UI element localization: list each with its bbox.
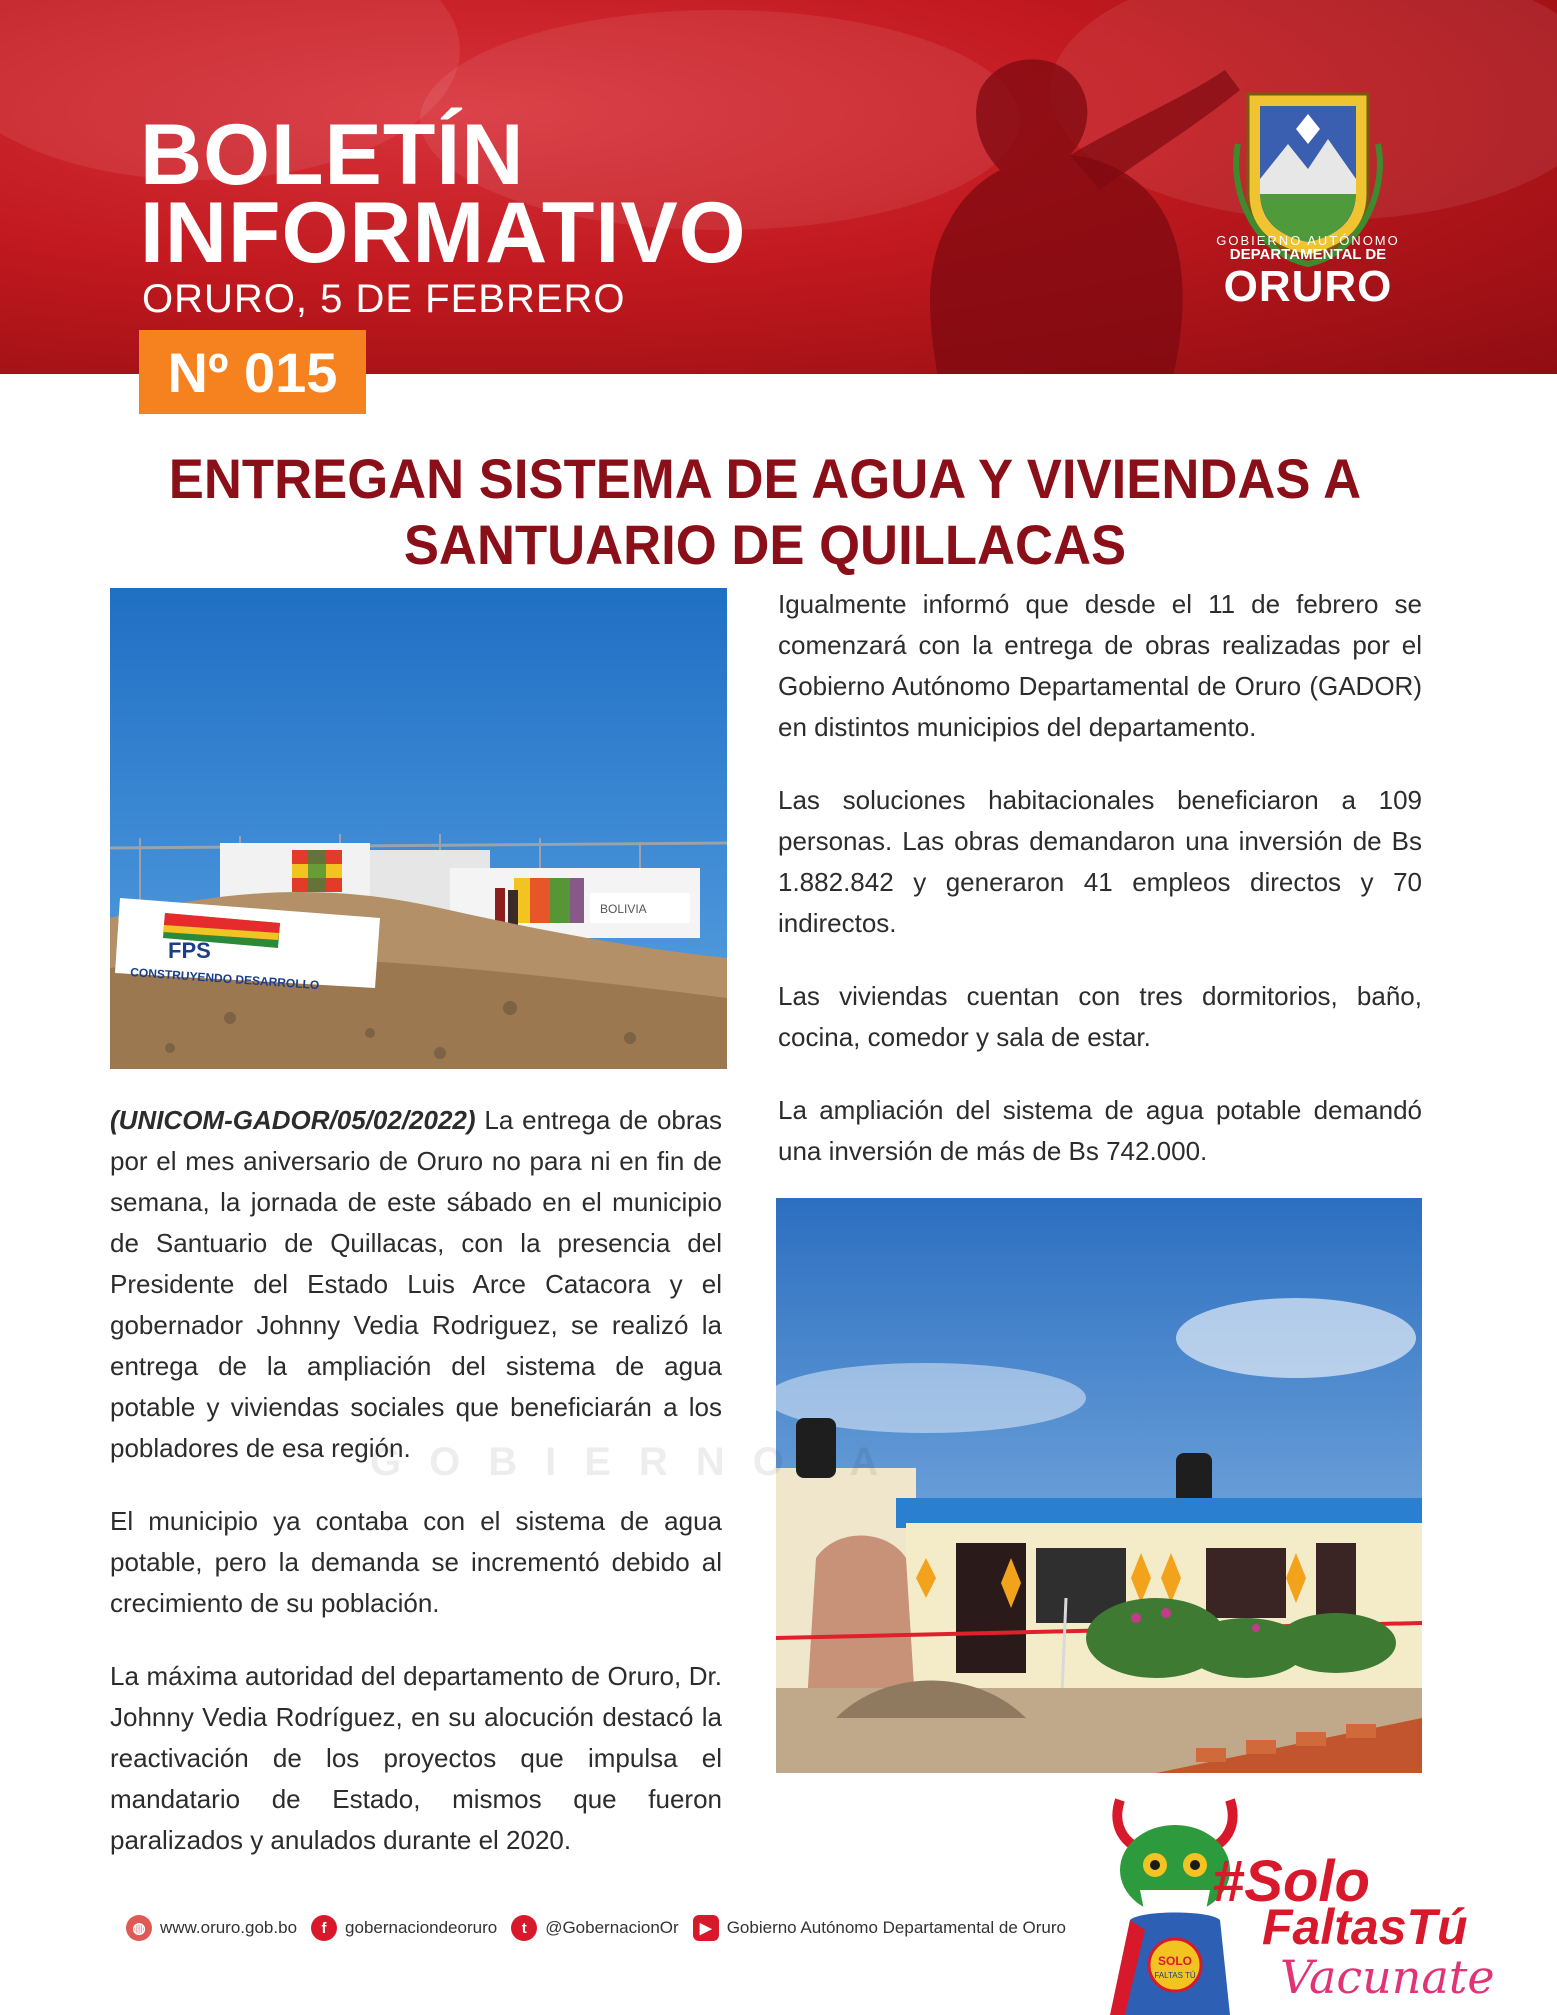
bulletin-title-line2: INFORMATIVO (140, 185, 747, 281)
paragraph-intro (110, 1100, 722, 1469)
footer-facebook-text: gobernaciondeoruro (345, 1918, 498, 1937)
bulletin-dateline: ORURO, 5 DE FEBRERO (142, 277, 626, 321)
footer-facebook[interactable] (311, 1915, 497, 1941)
photo-social-housing-image (776, 1198, 1422, 1773)
paragraph-obras-entrega: Igualmente informó que desde el 11 de febrero se comenzará con la entrega de obras realizadas por el Gobierno Autónomo Departamental de Oruro (GADOR) en distintos municipios del departamento. (778, 589, 1422, 742)
footer-website-text: www.oruro.gob.bo (160, 1918, 298, 1937)
left-text-column (110, 1100, 722, 1893)
headline-line1: ENTREGAN SISTEMA DE AGUA Y VIVIENDAS A (168, 447, 1362, 510)
footer-website[interactable] (126, 1915, 297, 1941)
dateline-source: (UNICOM-GADOR/05/02/2022) (110, 1105, 476, 1135)
svg-text:FPS: FPS (168, 938, 211, 963)
paragraph-agua-potable: La ampliación del sistema de agua potable demandó una inversión de más de Bs 742.000. (778, 1095, 1422, 1166)
bulletin-title-line1: BOLETÍN (140, 107, 525, 203)
footer-youtube[interactable] (693, 1915, 1066, 1941)
bulletin-number-badge: Nº 015 (139, 330, 366, 414)
facebook-icon: f (311, 1915, 337, 1941)
campaign-hashtag-line1: #Solo (1212, 1849, 1370, 1914)
logo-text-line2: DEPARTAMENTAL DE (1229, 246, 1387, 263)
youtube-icon: ▶ (693, 1915, 719, 1941)
globe-icon: ◍ (126, 1915, 152, 1941)
svg-text:FALTAS TÚ: FALTAS TÚ (1154, 1971, 1196, 1980)
svg-text:BOLIVIA: BOLIVIA (600, 902, 647, 916)
paragraph-soluciones-habitacionales: Las soluciones habitacionales beneficiaron a 109 personas. Las obras demandaron una inversión de Bs 1.882.842 y generaron 41 empleos directos y 70 indirectos. (778, 785, 1422, 938)
watermark-text: GOBIERNO A (370, 1440, 907, 1484)
svg-text:CONSTRUYENDO DESARROLLO: CONSTRUYENDO DESARROLLO (129, 965, 320, 993)
right-text-column (778, 584, 1422, 1204)
statue-silhouette (830, 30, 1250, 374)
paragraph-intro-body: La entrega de obras por el mes aniversario de Oruro no para ni en fin de semana, la jornada de este sábado en el municipio de Santuario de Quillacas, con la presencia del Presidente del Estado Luis Arce Catacora y el gobernador Johnny Vedia Rodriguez, se realizó la entrega de la ampliación del sistema de agua potable y viviendas sociales que beneficiarán a los pobladores de esa región. (110, 1105, 722, 1463)
footer-twitter[interactable] (511, 1915, 679, 1941)
logo-text-line1: GOBIERNO AUTÓNOMO (1216, 233, 1400, 248)
headline (102, 446, 1427, 578)
footer-twitter-text: @GobernacionOr (545, 1918, 679, 1937)
paragraph-demanda: El municipio ya contaba con el sistema de agua potable, pero la demanda se incrementó debido al crecimiento de su población. (110, 1506, 722, 1618)
paragraph-viviendas: Las viviendas cuentan con tres dormitorios, baño, cocina, comedor y sala de estar. (778, 981, 1422, 1052)
svg-text:SOLO: SOLO (1157, 1954, 1193, 1968)
logo-text-line3: ORURO (1223, 262, 1393, 311)
headline-line2: SANTUARIO DE QUILLACAS (403, 513, 1127, 577)
paragraph-autoridad: La máxima autoridad del departamento de Oruro, Dr. Johnny Vedia Rodríguez, en su alocución destacó la reactivación de los proyectos que impulsa el mandatario de Estado, mismos que fueron paralizados y anulados durante el 2020. (110, 1661, 722, 1855)
photo-social-housing (776, 1198, 1422, 1773)
photo-construction-site-image (110, 588, 727, 1069)
twitter-icon: t (511, 1915, 537, 1941)
footer-youtube-text: Gobierno Autónomo Departamental de Oruro (726, 1918, 1066, 1937)
footer-contacts (126, 1910, 1080, 1946)
campaign-hashtag-line2: FaltasTú (1262, 1899, 1468, 1955)
photo-construction-site (110, 588, 727, 1069)
header-banner (0, 0, 1557, 374)
campaign-hashtag-line3: Vacunate (1280, 1950, 1495, 2004)
